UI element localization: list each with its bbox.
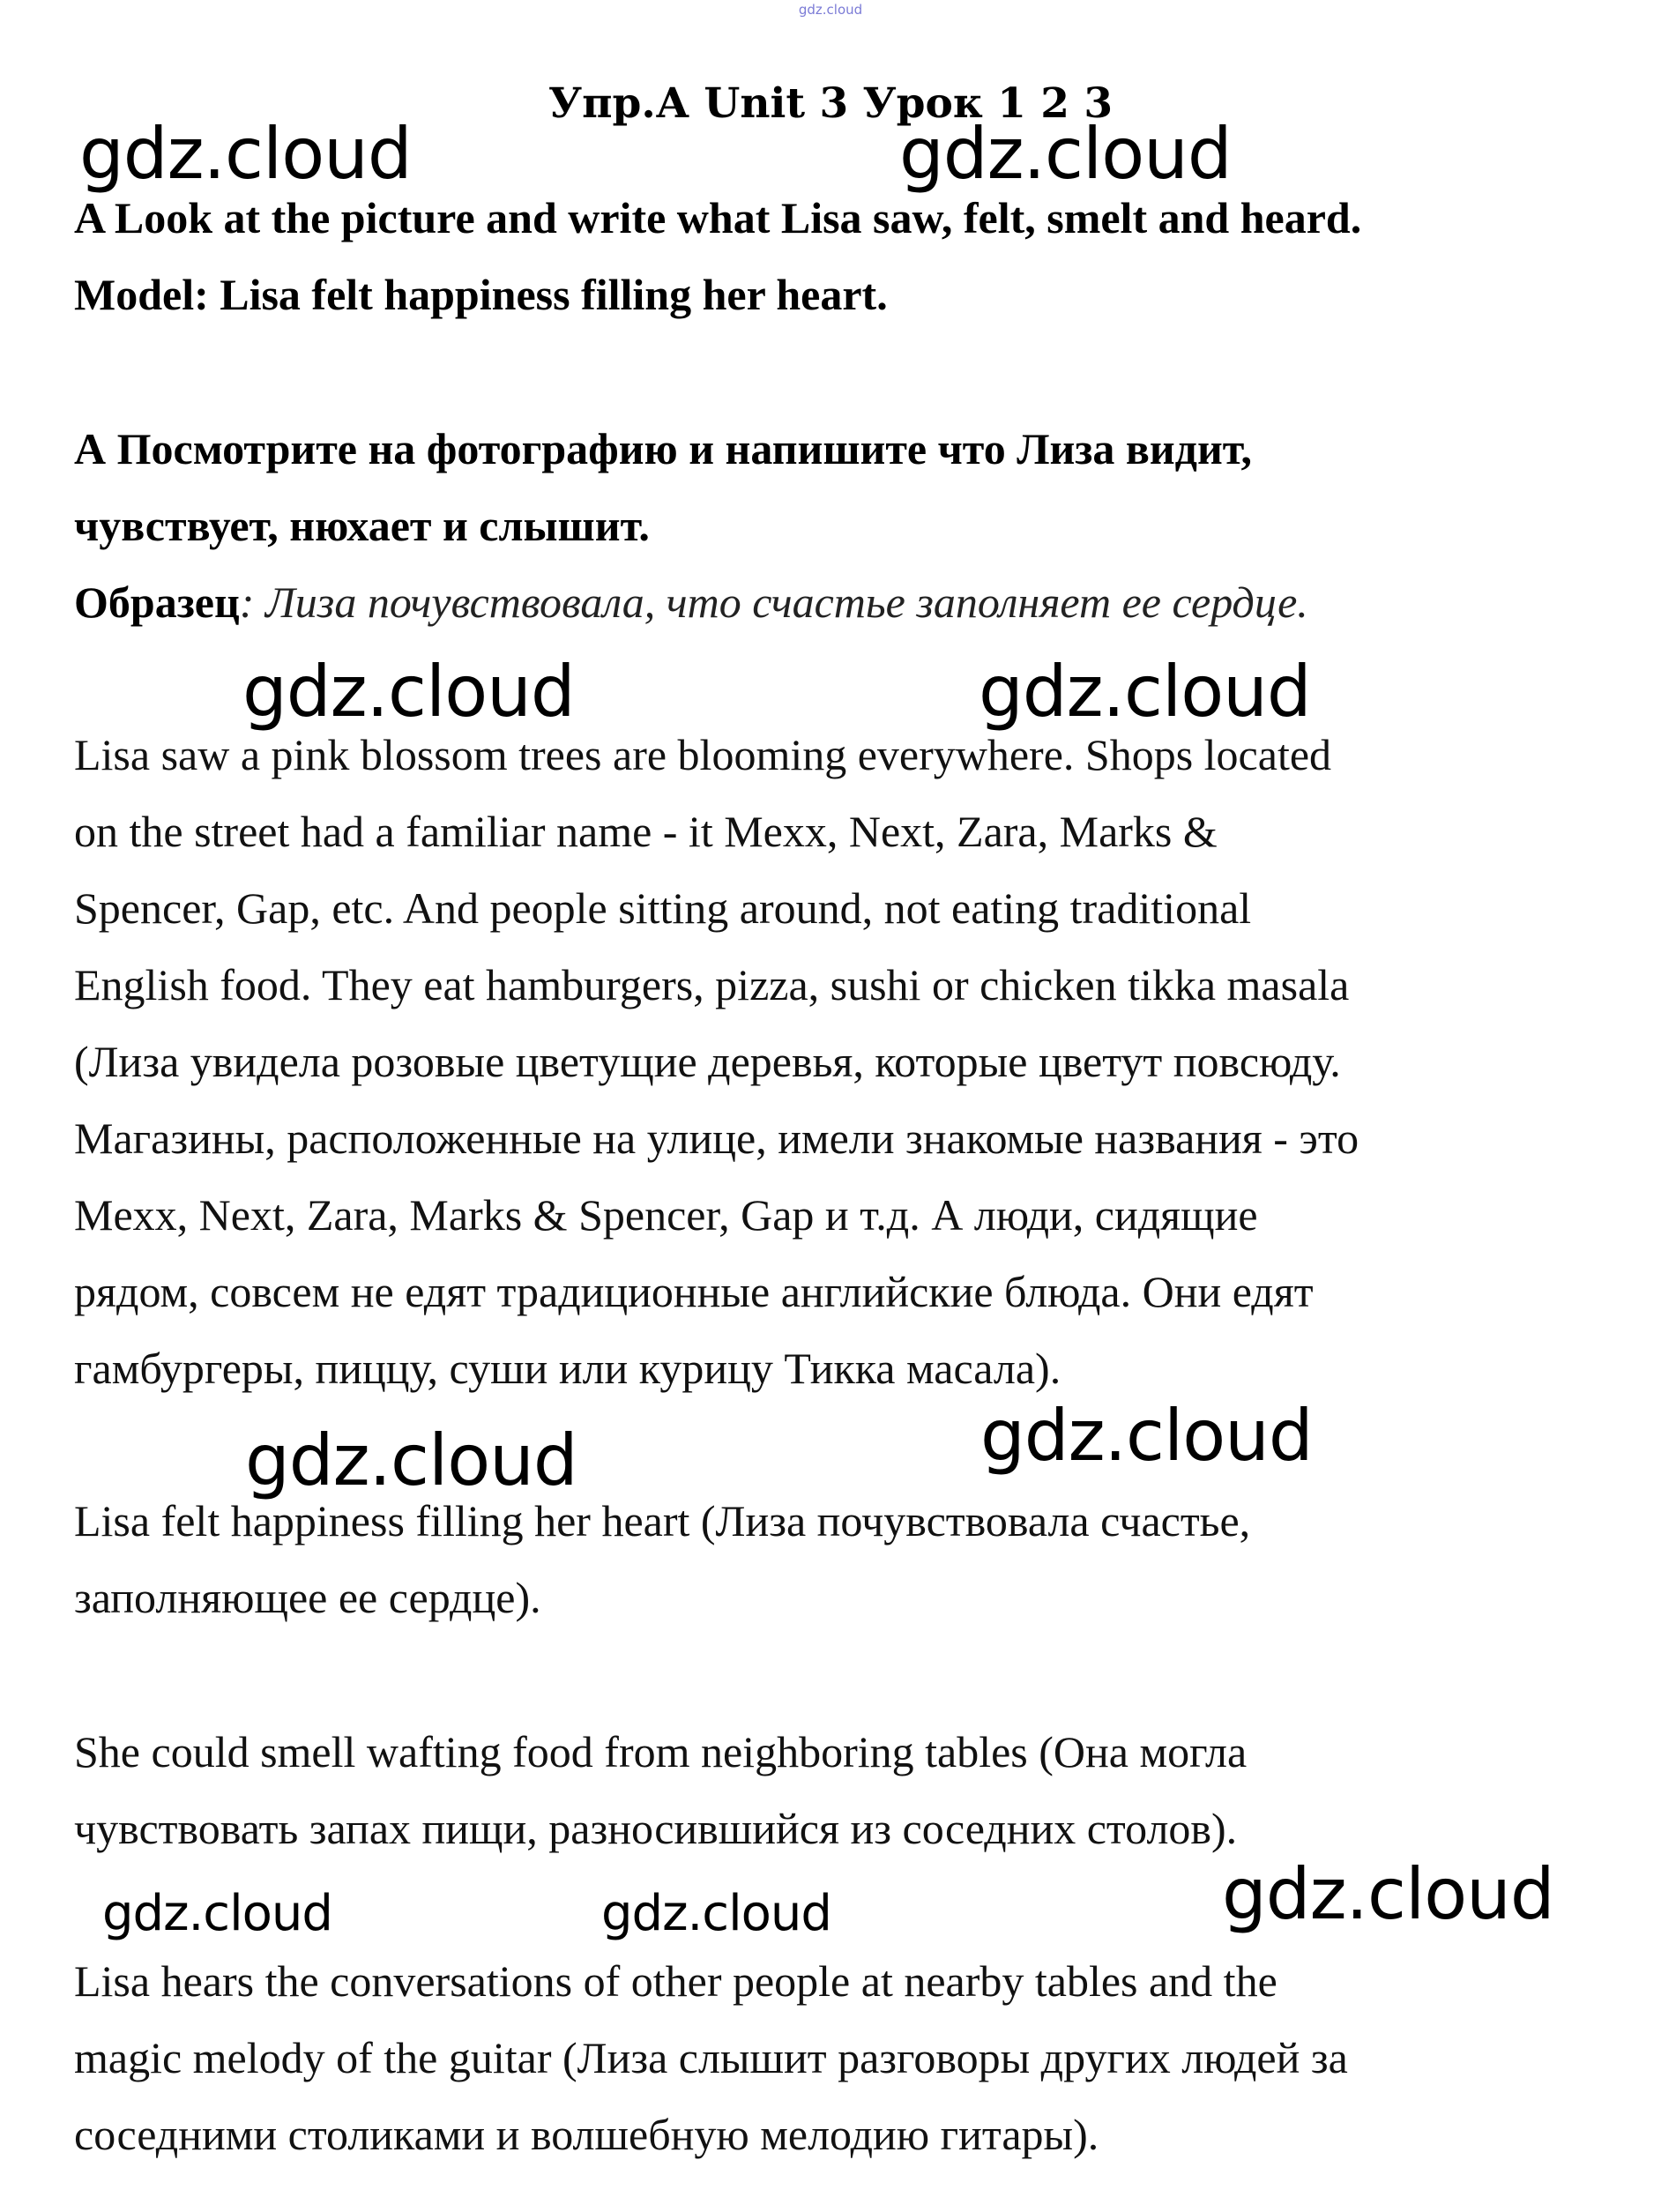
site-mark: gdz.cloud [798,2,863,18]
answer-smelt-line: She could smell wafting food from neighboring tables (Она могла [74,1727,1248,1776]
page-title: Упр.А Unit 3 Урок 1 2 3 [547,79,1114,128]
task-model-ru [74,577,1308,628]
watermark: gdz.cloud [102,1885,332,1942]
answer-saw-line: Lisa saw a pink blossom trees are blooming everywhere. Shops located [74,730,1332,779]
answer-saw-line: (Лиза увидела розовые цветущие деревья, которые цветут повсюду. [74,1037,1341,1086]
answer-saw-line: Spencer, Gap, etc. And people sitting around, not eating traditional [74,883,1252,933]
watermark: gdz.cloud [1222,1853,1554,1935]
task-model-en: Model: Lisa felt happiness filling her heart. [74,270,888,319]
answer-saw-line: рядом, совсем не едят традиционные английские блюда. Они едят [74,1267,1314,1316]
watermark: gdz.cloud [242,651,575,733]
answer-saw-line: on the street had a familiar name - it Mexx, Next, Zara, Marks & [74,807,1218,856]
task-instruction-en: A Look at the picture and write what Lisa saw, felt, smelt and heard. [74,193,1362,242]
answer-saw-line: English food. They eat hamburgers, pizza, sushi or chicken tikka masala [74,960,1350,1009]
answer-heard-line: magic melody of the guitar (Лиза слышит разговоры других людей за [74,2033,1348,2082]
answer-saw-line: Mexx, Next, Zara, Marks & Spencer, Gap и т.д. А люди, сидящие [74,1190,1258,1240]
answer-smelt-line: чувствовать запах пищи, разносившийся из соседних столов). [74,1804,1238,1853]
task-instruction-ru-line1: А Посмотрите на фотографию и напишите что Лиза видит, [74,424,1253,473]
watermark: gdz.cloud [79,113,412,195]
answer-heard-line: Lisa hears the conversations of other people at nearby tables and the [74,1956,1277,2006]
answer-saw-line: гамбургеры, пиццу, суши или курицу Тикка масала). [74,1344,1061,1393]
answer-felt-line: заполняющее ее сердце). [74,1573,541,1622]
answer-heard-line: соседними столиками и волшебную мелодию гитары). [74,2110,1099,2159]
answer-felt-line: Lisa felt happiness filling her heart (Лиза почувствовала счастье, [74,1496,1251,1545]
watermark: gdz.cloud [980,1395,1313,1477]
watermark: gdz.cloud [245,1419,577,1501]
task-instruction-ru-line2: чувствует, нюхает и слышит. [74,501,650,550]
task-model-ru-text: : Лиза почувствовала, что счастье заполняет ее сердце. [239,577,1308,627]
watermark: gdz.cloud [899,113,1232,195]
task-model-ru-label: Образец [74,577,240,627]
answer-saw-line: Магазины, расположенные на улице, имели знакомые названия - это [74,1113,1359,1163]
watermark: gdz.cloud [601,1885,831,1942]
watermark: gdz.cloud [979,651,1311,733]
